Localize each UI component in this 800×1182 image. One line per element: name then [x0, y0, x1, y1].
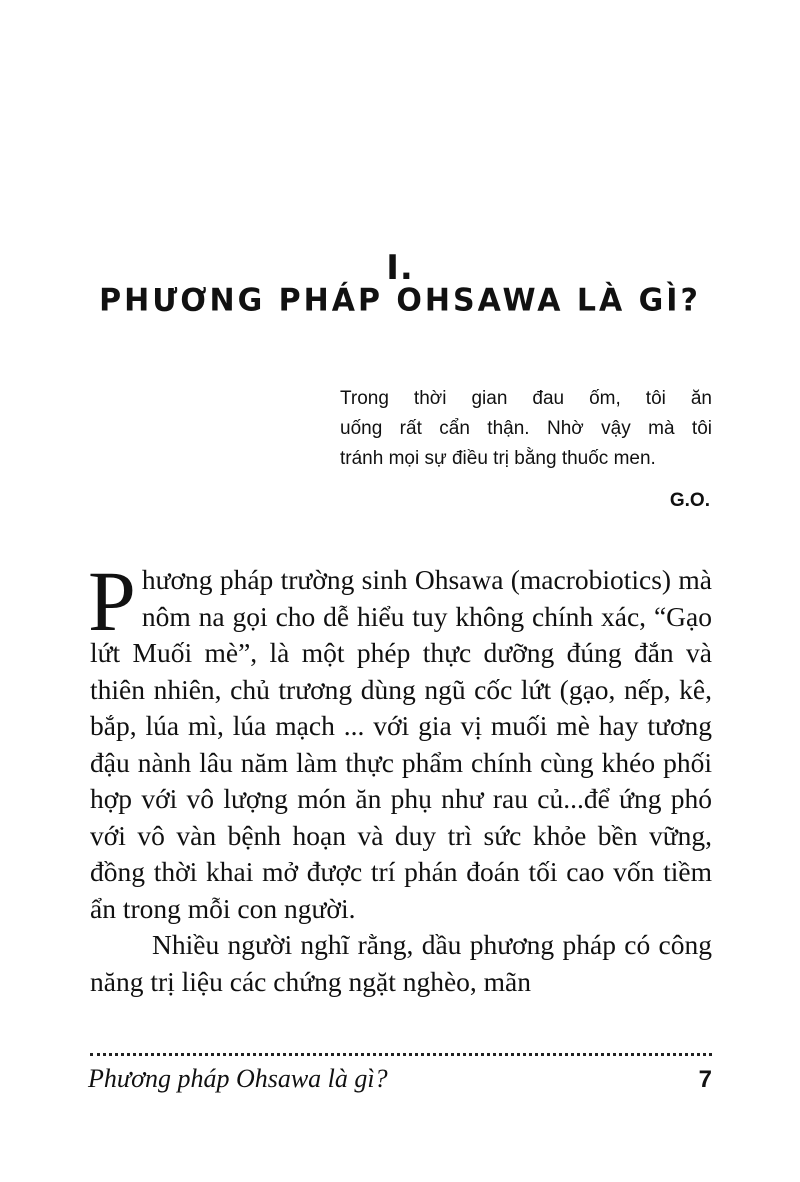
body-text — [88, 553, 712, 1000]
paragraph-text: hương pháp trường sinh Ohsawa (macrobiotics) mà nôm na gọi cho dễ hiểu tuy không chính xác, “Gạo lứt Muối mè”, là một phép thực dưỡng đúng đắn và thiên nhiên, chủ trương dùng ngũ cốc lứt (gạo, nếp, kê, bắp, lúa mì, lúa mạch ... với gia vị muối mè hay tương đậu nành lâu năm làm thực phẩm chính cùng khéo phối hợp với vô lượng món ăn phụ như rau củ...để ứng phó với vô vàn bệnh hoạn và duy trì sức khỏe bền vững, đồng thời khai mở được trí phán đoán tối cao vốn tiềm ẩn trong mỗi con người. — [90, 564, 712, 924]
running-title: Phương pháp Ohsawa là gì? — [88, 1064, 388, 1093]
epigraph-line: tránh mọi sự điều trị bằng thuốc men. — [340, 448, 656, 469]
footer-divider — [90, 1053, 712, 1056]
epigraph-author: G.O. — [669, 490, 710, 511]
drop-cap: P — [88, 553, 136, 649]
epigraph-quote — [340, 384, 712, 474]
epigraph-line: uống rất cẩn thận. Nhờ vậy mà tôi — [340, 418, 712, 439]
epigraph-line: Trong thời gian đau ốm, tôi ăn — [340, 388, 712, 409]
paragraph: Nhiều người nghĩ rằng, dầu phương pháp có công năng trị liệu các chứng ngặt nghèo, mãn — [90, 929, 712, 997]
page-number: 7 — [698, 1066, 712, 1093]
paragraph — [88, 553, 712, 927]
chapter-title: PHƯƠNG PHÁP OHSAWA LÀ GÌ? — [99, 282, 701, 319]
chapter-number: I. — [386, 248, 414, 288]
